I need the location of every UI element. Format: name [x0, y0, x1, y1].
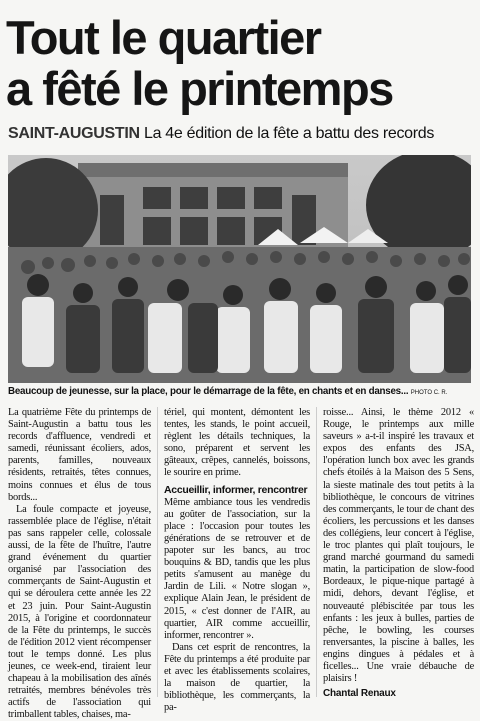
- caption-text: Beaucoup de jeunesse, sur la place, pour le démarrage de la fête, en chants et en danses...: [8, 386, 409, 397]
- article-column-1: [8, 407, 151, 721]
- paragraph: Dans cet esprit de rencontres, la Fête du printemps a été produite par et avec les établissements scolaires, la maison de quartier, la bibliothèque, les commerçants, la pa-: [164, 641, 310, 714]
- subheading: Accueillir, informer, rencontrer: [164, 483, 308, 496]
- headline-line-2: a fêté le printemps: [6, 62, 393, 115]
- crowd-photo-illustration: [8, 155, 471, 383]
- author-byline: Chantal Renaux: [323, 688, 396, 700]
- headline-line-1: Tout le quartier: [6, 11, 321, 64]
- kicker: [8, 125, 476, 143]
- headline: [6, 12, 474, 114]
- article-column-3: [323, 407, 474, 700]
- kicker-place: SAINT-AUGUSTIN: [8, 125, 140, 142]
- kicker-text: La 4e édition de la fête a battu des records: [143, 125, 435, 142]
- paragraph: tériel, qui montent, démontent les tentes, les stands, le point accueil, règlent les détails techniques, la sono, préparent et servent les gâteaux, crêpes, cannelés, boissons, le sourire en prime.: [164, 407, 310, 479]
- photo-credit: PHOTO C. R.: [410, 390, 448, 396]
- paragraph: La foule compacte et joyeuse, rassemblée place de l'église, n'était pas sans rappeler celle, colossale aussi, de la fête de l'huître, l'autre grand événement du quartier organisé par l'association des commerçants de Saint-Augustin et qui se déroulera cette année les 22 et 23 juin. Pour Saint-Augustin 2015, à l'origine et coordonnateur de la Fête du printemps, le succès de l'édition 2012 vient récompenser tout le temps donné. Les plus jeunes, ce week-end, tiraient leur chapeau à la mobilisation des aînés retraités, membres bénévoles très actifs de l'association qui trimballent tables, chaises, ma-: [8, 503, 151, 721]
- column-divider: [157, 407, 158, 697]
- column-divider: [316, 407, 317, 697]
- paragraph: Même ambiance tous les vendredis au goûter de l'association, sur la place : l'occasion pour toutes les générations de se retrouver et de papoter sur les bancs, au troc bouquins & BD, tandis que les plus petits s'amusent au manège du Jardin de Lili. « Notre slogan », explique Alain Jean, le président de 2015, « c'est donner de l'AIR, au quartier, AIR comme accueillir, informer, rencontrer ».: [164, 496, 310, 641]
- paragraph: roisse... Ainsi, le thème 2012 « Rouge, le printemps aux mille saveurs » a-t-il inspiré les travaux et expos des enfants des JSA, l'opération lunch box avec les grands chefs étoilés à la Maison des 5 Sens, la sieste matinale des tout petits à la bibliothèque, le concours de vitrines des commerçants, le tour de chant des écoliers, les percussions et les danses des collégiens, leur concert à l'église, le troc plantes qui plaît toujours, le grand marché gourmand du samedi matin, la participation de slow-food Bordeaux, le pique-nique partagé à midi, dehors, devant l'église, et nouveauté plébiscitée par tous les enfants : les jeux à bulles, parties de pêche, le bowling, les courses renversantes, la piscine à balles, les engins dingues à pédales et à ficelles... Une vraie débauche de plaisirs !: [323, 407, 474, 685]
- photo-caption: [8, 386, 474, 397]
- paragraph: La quatrième Fête du printemps de Saint-Augustin a battu tous les records d'affluence, vendredi et samedi, réunissant écoliers, ados, parents, familles, nouveaux résidents, retraités, têtes connues, moins connues et élus de tous bords...: [8, 407, 151, 503]
- festival-photo: [8, 155, 471, 383]
- article-column-2: [164, 407, 310, 714]
